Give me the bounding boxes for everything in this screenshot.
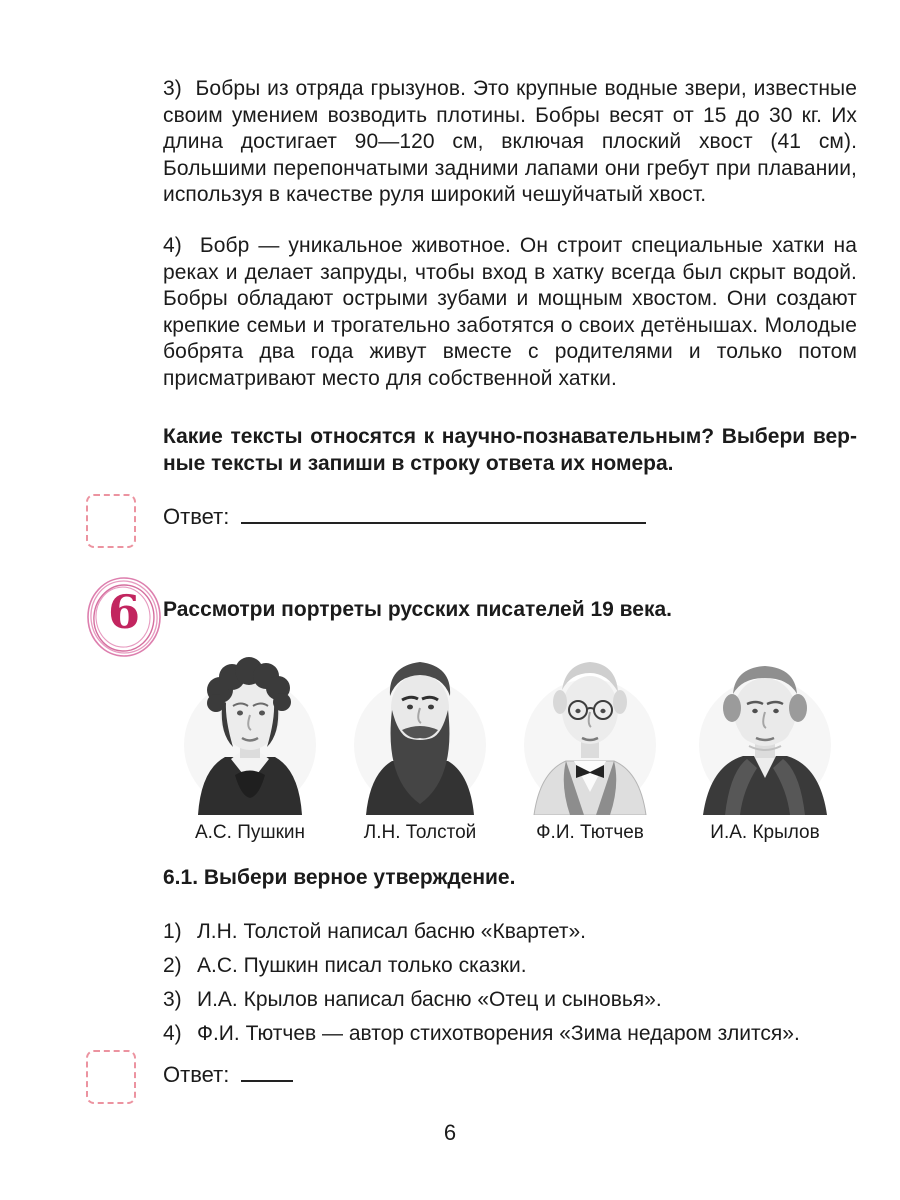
task-number: 6 bbox=[107, 585, 140, 639]
portrait-pushkin-image bbox=[170, 650, 330, 815]
answer-blank-2[interactable] bbox=[241, 1060, 293, 1082]
option-row-3 bbox=[163, 986, 863, 1013]
portrait-caption-pushkin: А.С. Пушкин bbox=[194, 822, 306, 843]
answer-label-1: Ответ: bbox=[163, 504, 230, 529]
option-number: 2) bbox=[163, 954, 182, 977]
question-line-1: Какие тексты относятся к научно-познавательным? Выбери вер- bbox=[163, 425, 857, 448]
portrait-tyutchev-image bbox=[510, 650, 670, 815]
answer-blank-1[interactable] bbox=[241, 502, 646, 524]
task-number-badge bbox=[82, 573, 166, 661]
answer-row-1 bbox=[163, 502, 646, 530]
option-number: 1) bbox=[163, 920, 182, 943]
option-row-4 bbox=[163, 1020, 863, 1047]
subtask-number: 6.1. bbox=[163, 866, 199, 889]
portrait-krylov-image bbox=[685, 650, 845, 815]
question-line-2: ные тексты и запиши в строку ответа их номера. bbox=[163, 452, 674, 475]
option-text: И.А. Крылов написал басню «Отец и сыновья». bbox=[197, 988, 662, 1011]
portrait-tolstoy-image bbox=[340, 650, 500, 815]
answer-mark-box-2[interactable] bbox=[86, 1050, 136, 1104]
answer-mark-box-1[interactable] bbox=[86, 494, 136, 548]
paragraph-beaver-4: 4) Бобр — уникальное животное. Он строит специальные хатки на реках и делает запруды, чтобы вход в хатку всегда был скрыт водой. Бобры обладают острыми зубами и мощным хвостом. Они создают крепкие семьи и трогательно заботятся о своих детёнышах. Молодые бобрята два года живут вместе с родителями и только потом присматривают место для собственной хатки. bbox=[163, 234, 857, 390]
option-number: 4) bbox=[163, 1022, 182, 1045]
option-row-2 bbox=[163, 952, 863, 979]
subtask-title: Выбери верное утверждение. bbox=[203, 866, 516, 889]
question-text bbox=[163, 423, 857, 477]
subtask-heading bbox=[163, 866, 857, 890]
option-text: А.С. Пушкин писал только сказки. bbox=[197, 954, 527, 977]
answer-row-2 bbox=[163, 1060, 293, 1088]
option-text: Л.Н. Толстой написал басню «Квартет». bbox=[197, 920, 587, 943]
page-number: 6 bbox=[443, 1120, 457, 1145]
option-text: Ф.И. Тютчев — автор стихотворения «Зима недаром злится». bbox=[197, 1022, 800, 1045]
option-number: 3) bbox=[163, 988, 182, 1011]
portrait-caption-tyutchev: Ф.И. Тютчев bbox=[536, 822, 644, 843]
task6-title: Рассмотри портреты русских писателей 19 века. bbox=[163, 598, 673, 621]
portrait-caption-tolstoy: Л.Н. Толстой bbox=[363, 822, 477, 843]
paragraph-beavers-3: 3) Бобры из отряда грызунов. Это крупные водные звери, известные своим умением возводить плотины. Бобры весят от 15 до 30 кг. Их длина достигает 90—120 см, включая плоский хвост (41 см). Большими перепончатыми задними лапами они гребут при плавании, используя в качестве руля широкий чешуйчатый хвост. bbox=[163, 77, 857, 206]
option-row-1 bbox=[163, 918, 863, 945]
portrait-caption-krylov: И.А. Крылов bbox=[710, 822, 820, 843]
answer-label-2: Ответ: bbox=[163, 1062, 230, 1087]
